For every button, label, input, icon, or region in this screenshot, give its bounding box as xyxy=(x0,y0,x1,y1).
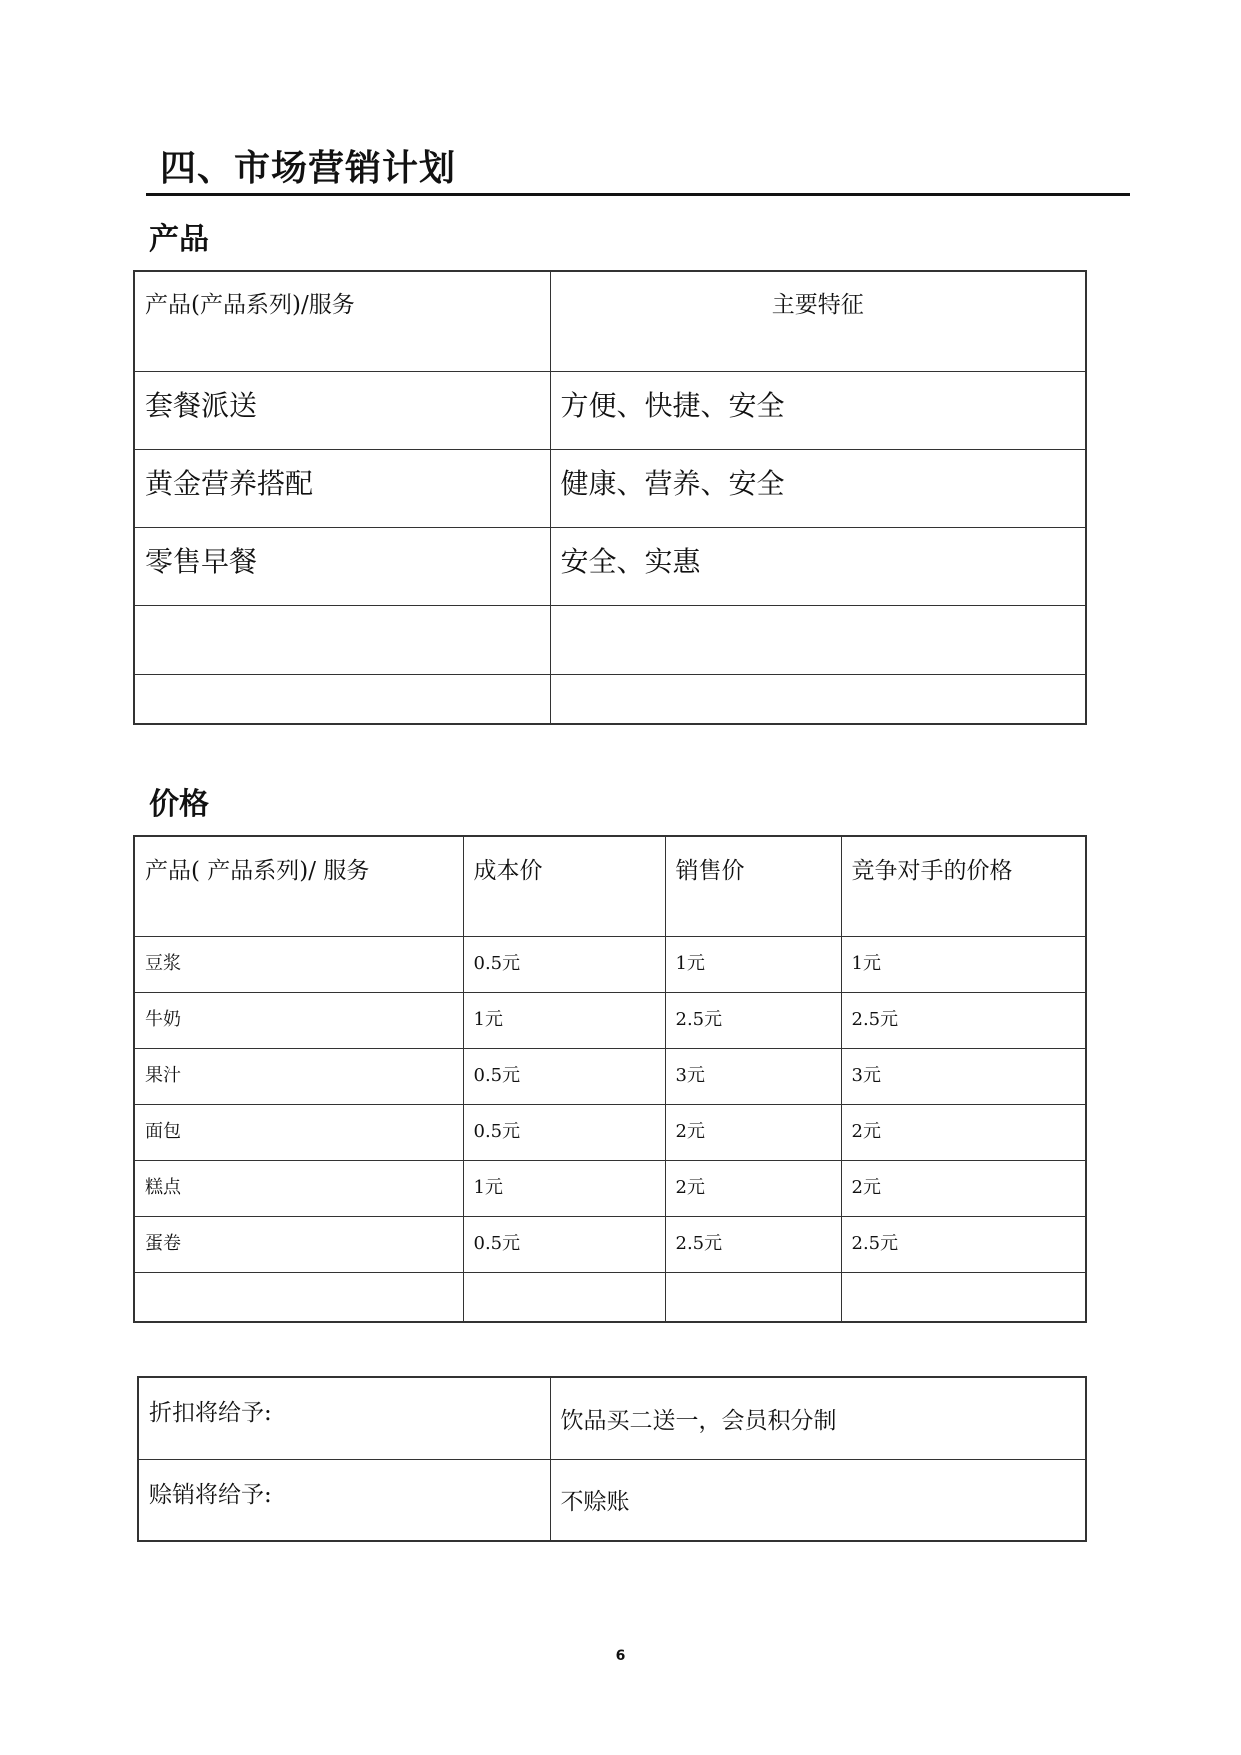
discount-row xyxy=(138,1377,1086,1459)
product-name-cell xyxy=(134,605,550,674)
price-product-cell: 蛋卷 xyxy=(134,1216,463,1272)
price-table xyxy=(133,835,1087,1323)
terms-table xyxy=(137,1376,1087,1542)
price-competitor-cell: 2元 xyxy=(841,1104,1086,1160)
table-row xyxy=(134,674,1086,724)
price-product-cell xyxy=(134,1272,463,1322)
price-product-cell: 豆浆 xyxy=(134,936,463,992)
price-competitor-cell xyxy=(841,1272,1086,1322)
credit-value: 不赊账 xyxy=(550,1459,1086,1541)
price-header-competitor: 竞争对手的价格 xyxy=(841,836,1086,936)
table-row xyxy=(134,1272,1086,1322)
table-row xyxy=(134,605,1086,674)
title-rule xyxy=(146,193,1130,196)
price-competitor-cell: 2元 xyxy=(841,1160,1086,1216)
price-cost-cell: 0.5元 xyxy=(463,936,665,992)
price-sale-cell: 2.5元 xyxy=(665,992,841,1048)
table-row xyxy=(134,1160,1086,1216)
product-features-cell xyxy=(550,605,1086,674)
table-row xyxy=(134,527,1086,605)
table-row xyxy=(134,1104,1086,1160)
price-cost-cell xyxy=(463,1272,665,1322)
product-features-cell xyxy=(550,674,1086,724)
product-name-cell: 黄金营养搭配 xyxy=(134,449,550,527)
table-row xyxy=(134,992,1086,1048)
price-header-cost: 成本价 xyxy=(463,836,665,936)
price-competitor-cell: 3元 xyxy=(841,1048,1086,1104)
table-row xyxy=(134,1216,1086,1272)
price-product-cell: 糕点 xyxy=(134,1160,463,1216)
product-features-cell: 方便、快捷、安全 xyxy=(550,371,1086,449)
price-product-cell: 牛奶 xyxy=(134,992,463,1048)
table-row xyxy=(134,371,1086,449)
price-product-cell: 面包 xyxy=(134,1104,463,1160)
price-header-sale: 销售价 xyxy=(665,836,841,936)
product-name-cell: 套餐派送 xyxy=(134,371,550,449)
price-sale-cell: 2.5元 xyxy=(665,1216,841,1272)
price-competitor-cell: 2.5元 xyxy=(841,992,1086,1048)
price-product-cell: 果汁 xyxy=(134,1048,463,1104)
price-competitor-cell: 2.5元 xyxy=(841,1216,1086,1272)
credit-row xyxy=(138,1459,1086,1541)
price-sale-cell xyxy=(665,1272,841,1322)
product-table xyxy=(133,270,1087,725)
discount-value: 饮品买二送一，会员积分制 xyxy=(550,1377,1086,1459)
table-row xyxy=(134,449,1086,527)
price-sale-cell: 1元 xyxy=(665,936,841,992)
price-table-header xyxy=(134,836,1086,936)
price-cost-cell: 1元 xyxy=(463,992,665,1048)
credit-label: 赊销将给予: xyxy=(138,1459,550,1541)
price-sale-cell: 3元 xyxy=(665,1048,841,1104)
price-cost-cell: 0.5元 xyxy=(463,1216,665,1272)
product-name-cell xyxy=(134,674,550,724)
product-table-header xyxy=(134,271,1086,371)
table-row xyxy=(134,936,1086,992)
product-header-product: 产品(产品系列)/服务 xyxy=(134,271,550,371)
page-number: 6 xyxy=(615,1648,626,1664)
discount-label: 折扣将给予: xyxy=(138,1377,550,1459)
product-features-cell: 安全、实惠 xyxy=(550,527,1086,605)
section-title: 四、市场营销计划 xyxy=(160,148,457,189)
price-cost-cell: 0.5元 xyxy=(463,1104,665,1160)
product-features-cell: 健康、营养、安全 xyxy=(550,449,1086,527)
product-header-features: 主要特征 xyxy=(550,271,1086,371)
price-heading: 价格 xyxy=(149,787,209,822)
price-sale-cell: 2元 xyxy=(665,1104,841,1160)
table-row xyxy=(134,1048,1086,1104)
price-sale-cell: 2元 xyxy=(665,1160,841,1216)
price-cost-cell: 1元 xyxy=(463,1160,665,1216)
product-name-cell: 零售早餐 xyxy=(134,527,550,605)
price-competitor-cell: 1元 xyxy=(841,936,1086,992)
price-header-product: 产品( 产品系列)/ 服务 xyxy=(134,836,463,936)
product-heading: 产品 xyxy=(149,222,209,257)
price-cost-cell: 0.5元 xyxy=(463,1048,665,1104)
